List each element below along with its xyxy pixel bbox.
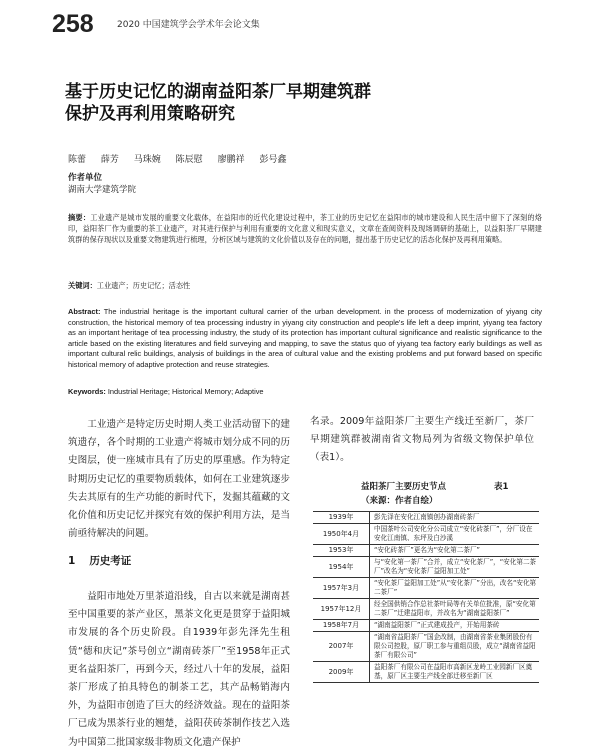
table-source: （来源：作者自绘） [361,496,438,506]
table-event: “湖南益阳茶厂”正式建成投产，开始用茶砖 [370,620,540,632]
table-year: 1957年3月 [313,578,370,599]
table-caption [361,480,508,492]
table-row [313,545,539,557]
author: 彭号鑫 [259,155,287,165]
author: 廖鹏祥 [217,155,245,165]
table-row [313,557,539,578]
table-year: 1954年 [313,557,370,578]
keywords-en-text: Industrial Heritage; Historical Memory; Adaptive [107,387,264,396]
table-year: 2009年 [313,662,370,683]
author-list [68,152,298,165]
section-number: 1 [68,555,76,567]
abstract-cn-text: 工业遗产是城市发展的重要文化载体，在益阳市的近代化建设过程中，茶工业的历史记忆在益阳市的城市建设和人民生活中留下了深刻的烙印，益阳茶厂作为重要的茶工业遗产，对其进行保护与利用有重要的文化意义和现实意义，文章在查阅资料及现场调研的基础上，以益阳茶厂早期建筑群的保存现状以及重要文物建筑进行梳理，分析区域与建筑的文化价值以及存在的问题，提出基于历史记忆的活态化保护及再利用策略。 [68,213,542,244]
author: 陈蕾 [68,155,87,165]
table-year: 1957年12月 [313,599,370,620]
table-event: 与“安化第一茶厂”合并，成立“安化茶厂”，“安化第二茶厂”改名为“安化茶厂益阳加工处” [370,557,540,578]
section-paragraph: 益阳市地处万里茶道沿线，自古以来就是湖南甚至中国重要的茶产业区，黑茶文化更是贯穿于益阳城市发展的各个历史阶段。自1939年彭先泽先生租赁“德和庆记”茶号创立“湖南砖茶厂”至1958年正式更名益阳茶厂，再到今天，经过八十年的发展，益阳茶厂形成了拍具特色的制茶工艺，其产品畅销海内外，为益阳市创造了巨大的经济效益。现在的益阳茶厂已成为黑茶行业的翘楚，益阳茯砖茶制作技艺入选为中国第二批国家级非物质文化遗产保护 [68,591,290,748]
keywords-en [68,387,542,398]
history-table [313,511,539,683]
table-year: 1939年 [313,512,370,524]
intro-paragraph: 工业遗产是特定历史时期人类工业活动留下的建筑遗存，各个时期的工业遗产将城市划分成不同的历史图层，使一座城市具有了历史的厚重感。作为特定时期历史记忆的重要物质载体，如何在工业建筑逐步失去其原有的生产功能的新时代下，发掘其蕴藏的文化价值和历史记忆并探究有效的保护利用方法，是当前亟待解决的问题。 [68,419,290,540]
table-event: 益阳茶厂有限公司在益阳市高新区龙岭工业园新厂区奠基，原厂区主要生产线全部迁移至新厂区 [370,662,540,683]
abstract-cn [68,212,542,245]
table-event: “安化砖茶厂”更名为“安化第二茶厂” [370,545,540,557]
table-event: 彭先泽在安化江南镇创办湖南砖茶厂 [370,512,540,524]
right-column [310,413,534,468]
table-row [313,620,539,632]
keywords-cn-text: 工业遗产；历史记忆；活态性 [96,281,191,290]
intro-column [68,416,290,543]
abstract-en-label: Abstract: [68,307,101,316]
abstract-en-text: The industrial heritage is the important cultural carrier of the urban development. in the process of modernization of yiyang city construction, the historical memory of tea processing industry in yiyang city construction and people's life left a deep imprint, yiyang tea factory as an important heritage of tea processing industry, the study of its protection has important cultural significance and realistic significance to the article based on the existing literatures and field surveying and mapping, to save the status quo of yiyang tea factory early buildings as well as important cultural relic buildings, analysis of buildings in the area of cultural value and the existing problems and put forward based on specific historical memory of adaptive protection and reuse strategies. [68,307,543,369]
table-event: 经全国供销合作总社茶叶局等有关单位批准，原“安化第二茶厂”迁建益阳市，并改名为“湖南益阳茶厂” [370,599,540,620]
affiliation-label: 作者单位 [68,173,103,183]
section-column [68,588,290,752]
page-number: 258 [52,10,94,38]
table-row [313,524,539,545]
keywords-cn-label: 关键词： [68,281,97,290]
table-year: 1953年 [313,545,370,557]
table-number: 表1 [494,482,509,492]
abstract-en [68,307,542,371]
right-paragraph: 名录。2009年益阳茶厂主要生产线迁至新厂，茶厂早期建筑群被湖南省文物局列为省级文物保护单位（表1）。 [310,416,534,464]
keywords-en-label: Keywords: [68,387,106,396]
table-row [313,599,539,620]
table-row [313,512,539,524]
table-year: 1950年4月 [313,524,370,545]
keywords-cn [68,280,542,291]
title-line-2: 保护及再利用策略研究 [65,104,235,124]
table-year: 1958年7月 [313,620,370,632]
table-event: “安化茶厂益阳加工处”从“安化茶厂”分出，改名“安化第二茶厂” [370,578,540,599]
author: 陈辰慰 [175,155,203,165]
table-row [313,578,539,599]
author: 薛芳 [100,155,119,165]
section-title: 历史考证 [89,555,132,567]
section-heading [68,553,145,568]
table-event: 中国茶叶公司安化分公司成立“安化砖茶厂”，分厂设在安化江南镇、东坪及白沙溪 [370,524,540,545]
table-row [313,632,539,662]
abstract-cn-label: 摘要： [68,213,91,222]
table-row [313,662,539,683]
author: 马珠婉 [133,155,161,165]
running-title: 2020 中国建筑学会学术年会论文集 [117,20,260,30]
table-title: 益阳茶厂主要历史节点 [361,482,447,492]
title-line-1: 基于历史记忆的湖南益阳茶厂早期建筑群 [65,82,371,102]
table-year: 2007年 [313,632,370,662]
table-event: “湖南省益阳茶厂”国企改制，由湖南省茶业集团股份有限公司控股，原厂职工参与重组员股，成立“湖南省益阳茶厂有限公司” [370,632,540,662]
affiliation: 湖南大学建筑学院 [68,185,137,195]
